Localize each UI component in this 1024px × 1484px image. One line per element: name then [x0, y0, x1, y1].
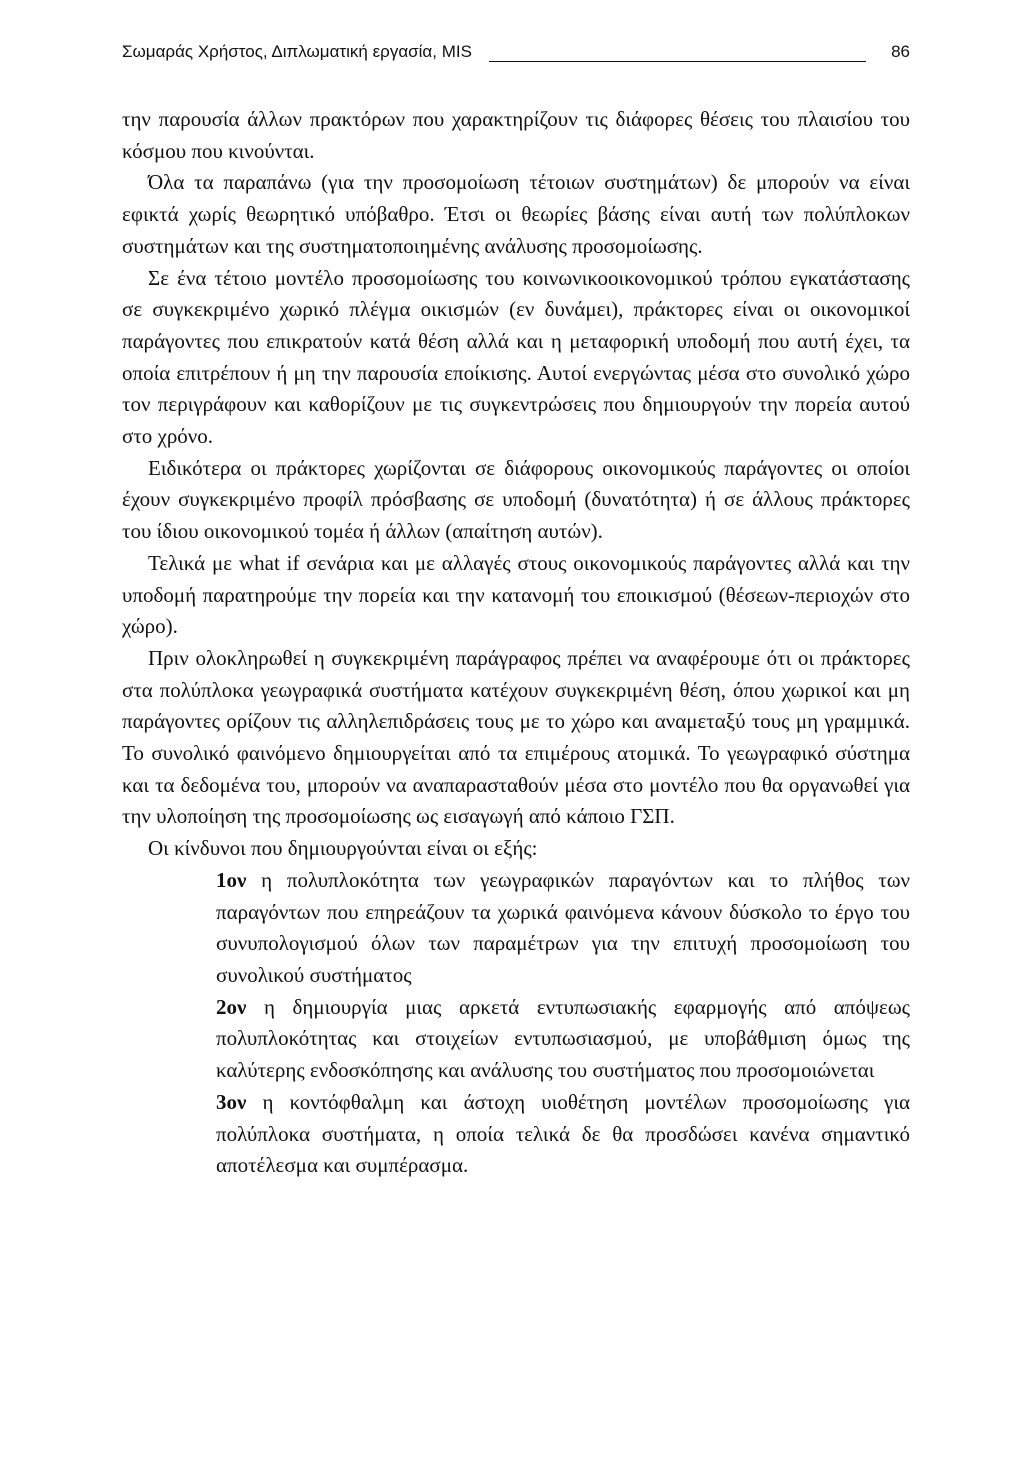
list-item-label: 1ον	[216, 867, 247, 892]
paragraph-risks-intro: Οι κίνδυνοι που δημιουργούνται είναι οι εξής:	[148, 836, 538, 861]
page-body	[122, 104, 910, 1182]
paragraph-continuation: την παρουσία άλλων πρακτόρων που χαρακτηρίζουν τις διάφορες θέσεις του πλαισίου του κόσμου που κινούνται.	[122, 107, 910, 163]
list-item	[216, 1087, 910, 1182]
header-rule	[489, 61, 866, 62]
list-item	[216, 992, 910, 1087]
page-number: 86	[891, 42, 910, 61]
paragraph-geographic-systems: Πριν ολοκληρωθεί η συγκεκριμένη παράγραφος πρέπει να αναφέρουμε ότι οι πράκτορες στα πολύπλοκα γεωγραφικά συστήματα κατέχουν συγκεκριμένη θέση, όπου χωρικοί και μη παράγοντες ορίζουν τις αλληλεπιδράσεις τους με το χώρο και αναμεταξύ τους μη γραμμικά. Το συνολικό φαινόμενο δημιουργείται από τα επιμέρους ατομικά. Το γεωγραφικό σύστημα και τα δεδομένα του, μπορούν να αναπαρασταθούν μέσα στο μοντέλο που θα οργανωθεί για την υλοποίηση της προσομοίωσης ως εισαγωγή από κάποιο ΓΣΠ.	[122, 645, 910, 829]
list-item-text: η κοντόφθαλμη και άστοχη υιοθέτηση μοντέλων προσομοίωσης για πολύπλοκα συστήματα, η οποία τελικά δε θα προσδώσει κανένα σημαντικό αποτέλεσμα και συμπέρασμα.	[216, 1089, 910, 1178]
paragraph-theory: Όλα τα παραπάνω (για την προσομοίωση τέτοιων συστημάτων) δε μπορούν να είναι εφικτά χωρίς θεωρητικό υπόβαθρο. Έτσι οι θεωρίες βάσης είναι αυτή των πολύπλοκων συστημάτων και της συστηματοποιημένης ανάλυσης προσομοίωσης.	[122, 170, 910, 258]
paragraph-scenarios: Τελικά με what if σενάρια και με αλλαγές στους οικονομικούς παράγοντες αλλά και την υποδομή παρατηρούμε την πορεία και την κατανομή του εποικισμού (θέσεων-περιοχών στο χώρο).	[122, 550, 910, 639]
running-title: Σωμαράς Χρήστος, Διπλωματική εργασία, MIS	[122, 42, 472, 61]
page-header	[122, 38, 910, 66]
paragraph-agents: Ειδικότερα οι πράκτορες χωρίζονται σε διάφορους οικονομικούς παράγοντες οι οποίοι έχουν συγκεκριμένο προφίλ πρόσβασης σε υποδομή (δυνατότητα) ή σε άλλους πράκτορες του ίδιου οικονομικού τομέα ή άλλων (απαίτηση αυτών).	[122, 455, 910, 544]
list-item-label: 3ον	[216, 1089, 247, 1114]
list-item-text: η δημιουργία μιας αρκετά εντυπωσιακής εφαρμογής από απόψεως πολυπλοκότητας και στοιχείων εντυπωσιασμού, με υποβάθμιση όμως της καλύτερης ενδοσκόπησης και ανάλυσης του συστήματος που προσομοιώνεται	[216, 994, 911, 1083]
list-item-text: η πολυπλοκότητα των γεωγραφικών παραγόντων και το πλήθος των παραγόντων που επηρεάζουν τα χωρικά φαινόμενα κάνουν δύσκολο το έργο του συνυπολογισμού όλων των παραμέτρων για την επιτυχή προσομοίωση του συνολικού συστήματος	[216, 867, 911, 987]
list-item-label: 2ον	[216, 994, 247, 1019]
paragraph-model: Σε ένα τέτοιο μοντέλο προσομοίωσης του κοινωνικοοικονομικού τρόπου εγκατάστασης σε συγκεκριμένο χωρικό πλέγμα οικισμών (εν δυνάμει), πράκτορες είναι οι οικονομικοί παράγοντες που επικρατούν κατά θέση αλλά και η μεταφορική υποδομή που αυτή έχει, τα οποία επιτρέπουν ή μη την παρουσία εποίκισης. Αυτοί ενεργώντας μέσα στο συνολικό χώρο τον περιγράφουν και καθορίζουν με τις συγκεντρώσεις που δημιουργούν την πορεία αυτού στο χρόνο.	[122, 265, 910, 449]
list-item	[216, 865, 910, 992]
